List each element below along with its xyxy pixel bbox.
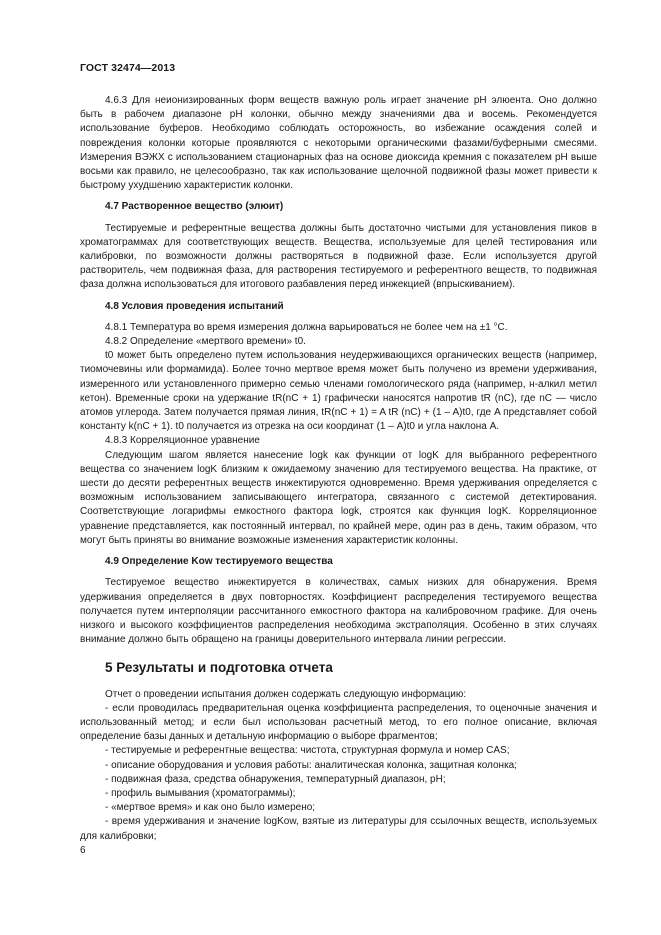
heading-4-9: 4.9 Определение Kow тестируемого вещества [105, 556, 333, 568]
list-item: - время удерживания и значение logKow, взятые из литературы для ссылочных веществ, используемых для калибровки; [80, 816, 597, 842]
list-item: - «мертвое время» и как оно было измерено; [105, 802, 316, 814]
page-number: 6 [80, 845, 86, 856]
list-item: - профиль вымывания (хроматограммы); [105, 787, 296, 799]
paragraph-4-8-3: 4.8.3 Корреляционное уравнение [105, 435, 260, 447]
paragraph-4-8-1: 4.8.1 Температура во время измерения должна варьироваться не более чем на ±1 °С. [105, 321, 508, 333]
paragraph-t0: t0 может быть определено путем использования неудерживающихся органических веществ (например, тиомочевины или формамида). Более точно мертвое время может быть получено из времени удерживания, измеренного или установленного примерно семью членами гомологического ряда (например, н-алкил метил кетон). Временные сроки на удержание tR(nC + 1) графически наносятся напротив tR (nC), где nC — число атомов углерода. Затем получается прямая линия, tR(nC + 1) = A tR (nC) + (1 – A)t0, где A представляет собой константу k(nC + 1). t0 получается из отрезка на оси координат (1 – A)t0 и угла наклона A. [80, 350, 597, 433]
list-item: - описание оборудования и условия работы: аналитическая колонка, защитная колонка; [105, 759, 518, 771]
list-item: - тестируемые и референтные вещества: чистота, структурная формула и номер CAS; [105, 745, 510, 757]
paragraph-correlation: Следующим шагом является нанесение logk как функции от logK для выбранного референтного вещества со значением logK близким к ожидаемому значению для тестируемого вещества. На практике, от шести до десяти референтных веществ инжектируются одновременно. Время удерживания определяется с возможным использованием записывающего интегратора, связанного с системой детектирования. Соответствующие логарифмы емкостного фактора logk, строятся как функция logK. Корреляционное уравнение представляется, как постоянный интервал, по крайней мере, один раз в день, таким образом, что могут быть приняты во внимание возможные изменения характеристик колонны. [80, 449, 597, 546]
paragraph-5-intro: Отчет о проведении испытания должен содержать следующую информацию: [105, 688, 467, 700]
list-item: - подвижная фаза, средства обнаружения, температурный диапазон, pH; [105, 773, 446, 785]
document-body [80, 94, 597, 844]
heading-4-7: 4.7 Растворенное вещество (элюит) [105, 201, 284, 213]
paragraph-4-7: Тестируемые и референтные вещества должны быть достаточно чистыми для установления пиков в хроматограммах для соответствующих веществ. Вещества, используемые для целей тестирования или калибровки, по возможности должны растворяться в подвижной фазе. Если используется другой растворитель, чем подвижная фаза, для растворения тестируемого и референтного веществ, то подвижная фаза должна использоваться для итогового разбавления перед инжекцией (впрыскиванием). [80, 222, 597, 291]
document-header: ГОСТ 32474—2013 [80, 62, 176, 74]
heading-5: 5 Результаты и подготовка отчета [105, 660, 333, 676]
paragraph-4-9: Тестируемое вещество инжектируется в количествах, самых низких для обнаружения. Время удерживания определяется в двух повторностях. Коэффициент распределения тестируемого вещества получается путем интерполяции рассчитанного емкостного фактора на калибровочном графике. Для очень низкого и высокого коэффициентов распределения необходима экстраполяция. Особенно в этих случаях внимание должно быть обращено на границы доверительного интервала линии регрессии. [80, 577, 597, 646]
paragraph-4-8-2: 4.8.2 Определение «мертвого времени» t0. [105, 336, 306, 348]
paragraph-4-6-3: 4.6.3 Для неионизированных форм веществ важную роль играет значение pH элюента. Оно должно быть в рабочем диапазоне pH колонки, обычно между значениями два и восемь. Рекомендуется использование буферов. Необходимо соблюдать осторожность, во избежание осаждения солей и повреждения колонки которые проявляются с некоторыми органическими фазами/буферными смесями. Измерения ВЭЖХ с использованием стационарных фаз на основе диоксида кремния с показателем pH выше восьми как правило, не целесообразно, так как использование щелочной подвижной фазы может привести к быстрому ухудшению характеристик колонки. [80, 95, 597, 192]
heading-4-8: 4.8 Условия проведения испытаний [105, 300, 284, 312]
list-item: - если проводилась предварительная оценка коэффициента распределения, то оценочные значения и использованный метод; и если был использован расчетный метод, то его полное описание, включая определение базы данных и детальную информацию о выборе фрагментов; [80, 702, 597, 743]
